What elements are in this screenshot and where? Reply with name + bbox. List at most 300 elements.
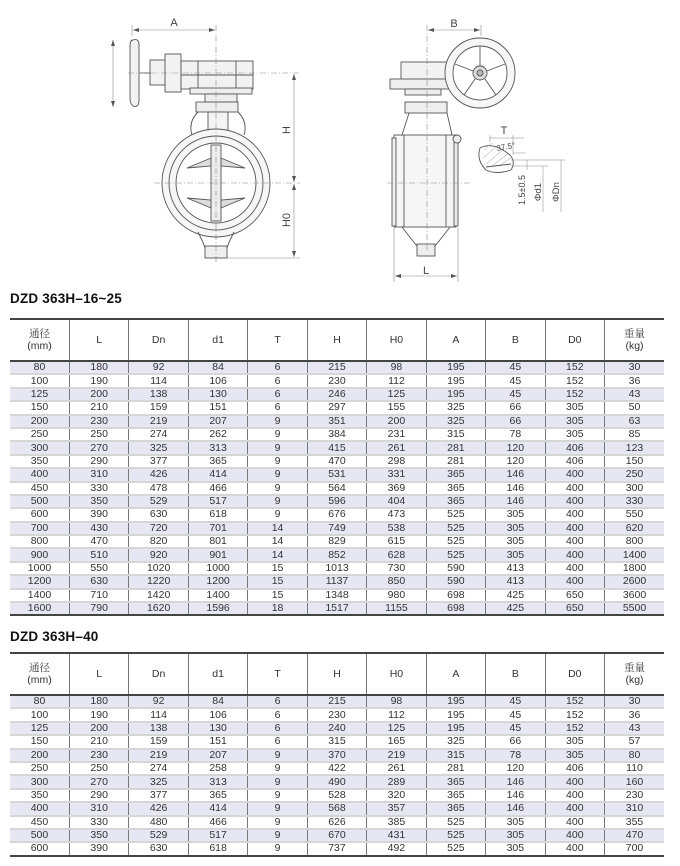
table-cell: 155 [367,401,426,414]
table-cell: 365 [426,775,485,788]
table-cell: 106 [188,374,247,387]
column-header-label: d1 [212,668,224,680]
table-row [10,735,664,748]
column-header [129,653,188,695]
table-cell: 1220 [129,575,188,588]
table-cell: 261 [367,762,426,775]
table-row [10,455,664,468]
table-cell: 422 [307,762,366,775]
table-cell: 1200 [10,575,69,588]
table-cell: 466 [188,482,247,495]
table-cell: 231 [367,428,426,441]
table-cell: 200 [69,388,128,401]
table-cell: 9 [248,455,307,468]
table-cell: 596 [307,495,366,508]
table-cell: 305 [486,816,545,829]
table-cell: 425 [486,602,545,615]
table-cell: 414 [188,468,247,481]
table-cell: 330 [69,482,128,495]
table-cell: 676 [307,508,366,521]
table-cell: 9 [248,789,307,802]
table-cell: 305 [545,415,604,428]
table-cell: 9 [248,495,307,508]
table-cell: 315 [426,749,485,762]
table-cell: 9 [248,415,307,428]
table-cell: 325 [426,415,485,428]
table-cell: 850 [367,575,426,588]
column-header-label: L [96,334,103,346]
table-cell: 901 [188,548,247,561]
column-header-label: 通径 [28,328,50,340]
table-cell: 159 [129,401,188,414]
table-cell: 400 [545,575,604,588]
table-cell: 564 [307,482,366,495]
table-cell: 120 [486,441,545,454]
table-cell: 9 [248,441,307,454]
column-header-unit: (mm) [27,674,52,686]
table-cell: 365 [426,802,485,815]
table-cell: 146 [486,789,545,802]
table-cell: 78 [486,749,545,762]
table-cell: 305 [486,829,545,842]
table-cell: 325 [129,775,188,788]
table-cell: 473 [367,508,426,521]
table-cell: 470 [605,829,664,842]
table-cell: 150 [10,735,69,748]
table-cell: 517 [188,829,247,842]
table-cell: 800 [605,535,664,548]
table-cell: 528 [307,789,366,802]
table-row [10,441,664,454]
column-header-unit: (kg) [625,340,644,352]
table-cell: 6 [248,735,307,748]
table-cell: 125 [367,388,426,401]
table-cell: 351 [307,415,366,428]
table-cell: 66 [486,401,545,414]
table-row [10,401,664,414]
table-cell: 9 [248,829,307,842]
table-cell: 18 [248,602,307,615]
table-cell: 315 [307,735,366,748]
column-header-label: H0 [389,334,404,346]
table-cell: 281 [426,441,485,454]
dim-label-h0: H0 [281,212,293,228]
column-header [367,319,426,361]
table-cell: 15 [248,575,307,588]
table-cell: 200 [10,415,69,428]
table-cell: 5500 [605,602,664,615]
table-cell: 14 [248,522,307,535]
table-cell: 159 [129,735,188,748]
dim-label-phi-d1: Φd1 [533,182,544,202]
table-cell: 290 [69,455,128,468]
table-cell: 737 [307,842,366,855]
table-cell: 240 [307,722,366,735]
table-row [10,575,664,588]
table-row [10,842,664,855]
table-cell: 300 [10,775,69,788]
column-header-label: d1 [212,334,224,346]
column-header [248,319,307,361]
table-cell: 425 [486,589,545,602]
table-cell: 431 [367,829,426,842]
table-cell: 355 [605,816,664,829]
table-cell: 9 [248,775,307,788]
column-header-label: T [274,668,281,680]
table-cell: 98 [367,695,426,708]
table-cell: 281 [426,455,485,468]
table-cell: 1620 [129,602,188,615]
table-cell: 400 [545,789,604,802]
table-cell: 305 [545,401,604,414]
dim-label-angle: 37.5° [495,140,516,153]
table-cell: 365 [426,468,485,481]
table-row [10,535,664,548]
table-cell: 900 [10,548,69,561]
table-cell: 390 [69,842,128,855]
table-cell: 9 [248,802,307,815]
table-cell: 106 [188,708,247,721]
table-cell: 400 [545,842,604,855]
table-cell: 200 [10,749,69,762]
dim-label-t: T [500,125,508,137]
table-cell: 180 [69,361,128,374]
table-cell: 590 [426,562,485,575]
table-cell: 310 [69,468,128,481]
table-cell: 538 [367,522,426,535]
column-header [545,319,604,361]
table-cell: 84 [188,695,247,708]
table-cell: 289 [367,775,426,788]
table-cell: 400 [545,508,604,521]
table-cell: 400 [545,562,604,575]
table-cell: 500 [10,829,69,842]
column-header-label: H [333,334,341,346]
table-cell: 790 [69,602,128,615]
table-cell: 63 [605,415,664,428]
table-cell: 9 [248,816,307,829]
column-header [69,653,128,695]
table-cell: 6 [248,388,307,401]
table-cell: 920 [129,548,188,561]
table-cell: 92 [129,361,188,374]
table-cell: 1420 [129,589,188,602]
table-cell: 190 [69,708,128,721]
table-cell: 517 [188,495,247,508]
table-cell: 618 [188,842,247,855]
table-cell: 525 [426,842,485,855]
table-cell: 1000 [188,562,247,575]
table-cell: 400 [545,535,604,548]
table-cell: 331 [367,468,426,481]
table-cell: 325 [426,735,485,748]
table-cell: 400 [545,495,604,508]
table-cell: 400 [545,482,604,495]
table-cell: 325 [129,441,188,454]
table-cell: 365 [426,482,485,495]
column-header-label: B [511,334,519,346]
table-cell: 1517 [307,602,366,615]
table-cell: 500 [10,495,69,508]
table-cell: 525 [426,508,485,521]
table-cell: 114 [129,374,188,387]
table-cell: 525 [426,816,485,829]
table-cell: 100 [10,374,69,387]
table-cell: 400 [545,829,604,842]
table-cell: 426 [129,802,188,815]
table-row [10,428,664,441]
table-cell: 369 [367,482,426,495]
table-cell: 258 [188,762,247,775]
table-cell: 1155 [367,602,426,615]
table-row [10,495,664,508]
table-cell: 852 [307,548,366,561]
table-cell: 195 [426,695,485,708]
table-cell: 1600 [10,602,69,615]
table-row [10,602,664,615]
column-header [248,653,307,695]
table-cell: 980 [367,589,426,602]
dim-label-h: H [281,126,293,134]
table-cell: 66 [486,415,545,428]
table-cell: 45 [486,374,545,387]
table-cell: 246 [307,388,366,401]
table-cell: 45 [486,361,545,374]
dim-label-tolerance: 1.5±0.5 [517,175,527,205]
table-cell: 357 [367,802,426,815]
table-cell: 219 [129,749,188,762]
table-cell: 330 [605,495,664,508]
table-cell: 590 [426,575,485,588]
table-cell: 626 [307,816,366,829]
table-cell: 829 [307,535,366,548]
table-cell: 1348 [307,589,366,602]
table-row [10,562,664,575]
table-cell: 630 [129,842,188,855]
table-cell: 125 [10,388,69,401]
table-cell: 80 [10,695,69,708]
table-cell: 36 [605,374,664,387]
table-cell: 110 [605,762,664,775]
table-cell: 215 [307,695,366,708]
table-cell: 800 [10,535,69,548]
table-cell: 390 [69,508,128,521]
table-cell: 700 [10,522,69,535]
table-cell: 300 [10,441,69,454]
table-cell: 30 [605,695,664,708]
table-cell: 710 [69,589,128,602]
table-row [10,374,664,387]
table-cell: 112 [367,708,426,721]
column-header-label: 重量 [624,328,646,340]
table-cell: 15 [248,589,307,602]
table-cell: 195 [426,361,485,374]
table-cell: 330 [69,816,128,829]
column-header-label: H [333,668,341,680]
table-cell: 230 [69,749,128,762]
table-cell: 365 [426,495,485,508]
table-cell: 114 [129,708,188,721]
table-cell: 406 [545,441,604,454]
table-cell: 350 [10,455,69,468]
table-row [10,749,664,762]
column-header-label: A [452,668,460,680]
table-cell: 6 [248,722,307,735]
table-cell: 130 [188,722,247,735]
table-cell: 700 [605,842,664,855]
table-cell: 290 [69,789,128,802]
table-cell: 400 [545,775,604,788]
table-cell: 9 [248,508,307,521]
table-title-16-25: DZD 363H–16~25 [10,291,122,306]
table-row [10,548,664,561]
table-cell: 365 [188,455,247,468]
table-cell: 66 [486,735,545,748]
table-row [10,468,664,481]
table-cell: 618 [188,508,247,521]
table-row [10,388,664,401]
table-cell: 426 [129,468,188,481]
table-row [10,775,664,788]
table-cell: 45 [486,388,545,401]
table-row [10,816,664,829]
column-header [188,319,247,361]
table-cell: 57 [605,735,664,748]
table-cell: 384 [307,428,366,441]
table-cell: 1596 [188,602,247,615]
spec-table-16-25 [10,318,664,616]
column-header [307,319,366,361]
table-cell: 600 [10,508,69,521]
column-header [426,319,485,361]
table-cell: 529 [129,829,188,842]
dim-label-phi-dn: ΦDn [551,182,562,202]
table-cell: 377 [129,789,188,802]
table-cell: 698 [426,589,485,602]
table-cell: 568 [307,802,366,815]
table-cell: 274 [129,428,188,441]
table-cell: 478 [129,482,188,495]
table-cell: 305 [486,508,545,521]
column-header-label: 通径 [28,662,50,674]
column-header-label: D0 [568,668,582,680]
table-row [10,508,664,521]
table-cell: 492 [367,842,426,855]
table-cell: 550 [605,508,664,521]
table-cell: 531 [307,468,366,481]
table-cell: 305 [486,842,545,855]
table-cell: 152 [545,388,604,401]
table-cell: 385 [367,816,426,829]
table-cell: 250 [10,428,69,441]
table-row [10,802,664,815]
dim-label-l: L [422,265,430,277]
table-cell: 1800 [605,562,664,575]
table-cell: 130 [188,388,247,401]
table-row [10,482,664,495]
table-cell: 630 [129,508,188,521]
table-cell: 297 [307,401,366,414]
table-cell: 350 [69,495,128,508]
column-header [605,319,664,361]
table-cell: 43 [605,388,664,401]
table-cell: 230 [69,415,128,428]
table-cell: 92 [129,695,188,708]
table-cell: 262 [188,428,247,441]
table-cell: 138 [129,722,188,735]
table-cell: 36 [605,708,664,721]
table-cell: 112 [367,374,426,387]
table-cell: 219 [129,415,188,428]
table-cell: 450 [10,816,69,829]
table-cell: 6 [248,695,307,708]
table-cell: 630 [69,575,128,588]
table-cell: 215 [307,361,366,374]
table-cell: 84 [188,361,247,374]
spec-table-40 [10,652,664,857]
table-cell: 43 [605,722,664,735]
table-cell: 152 [545,374,604,387]
column-header-label: Dn [151,334,166,346]
table-cell: 490 [307,775,366,788]
table-cell: 250 [605,468,664,481]
table-cell: 151 [188,735,247,748]
table-cell: 400 [10,468,69,481]
table-cell: 45 [486,695,545,708]
table-cell: 270 [69,441,128,454]
table-cell: 313 [188,775,247,788]
table-cell: 146 [486,482,545,495]
table-row [10,762,664,775]
table-cell: 14 [248,535,307,548]
table-cell: 120 [486,762,545,775]
table-cell: 400 [545,802,604,815]
table-cell: 100 [10,708,69,721]
table-cell: 230 [307,374,366,387]
column-header-label: Dn [151,668,166,680]
table-cell: 219 [367,749,426,762]
table-cell: 550 [69,562,128,575]
table-cell: 701 [188,522,247,535]
table-cell: 600 [10,842,69,855]
table-cell: 450 [10,482,69,495]
table-row [10,361,664,374]
column-header [307,653,366,695]
table-cell: 525 [426,829,485,842]
table-cell: 146 [486,495,545,508]
table-cell: 146 [486,802,545,815]
table-cell: 152 [545,722,604,735]
column-header [10,319,69,361]
table-cell: 78 [486,428,545,441]
table-cell: 305 [486,535,545,548]
table-row [10,589,664,602]
table-cell: 350 [10,789,69,802]
table-cell: 200 [69,722,128,735]
table-cell: 525 [426,522,485,535]
column-header-label: L [96,668,103,680]
table-cell: 2600 [605,575,664,588]
column-header [486,319,545,361]
table-cell: 45 [486,708,545,721]
table-cell: 195 [426,388,485,401]
table-cell: 620 [605,522,664,535]
column-header-label: A [452,334,460,346]
table-cell: 261 [367,441,426,454]
table-cell: 80 [605,749,664,762]
column-header-label: H0 [389,668,404,680]
table-cell: 670 [307,829,366,842]
